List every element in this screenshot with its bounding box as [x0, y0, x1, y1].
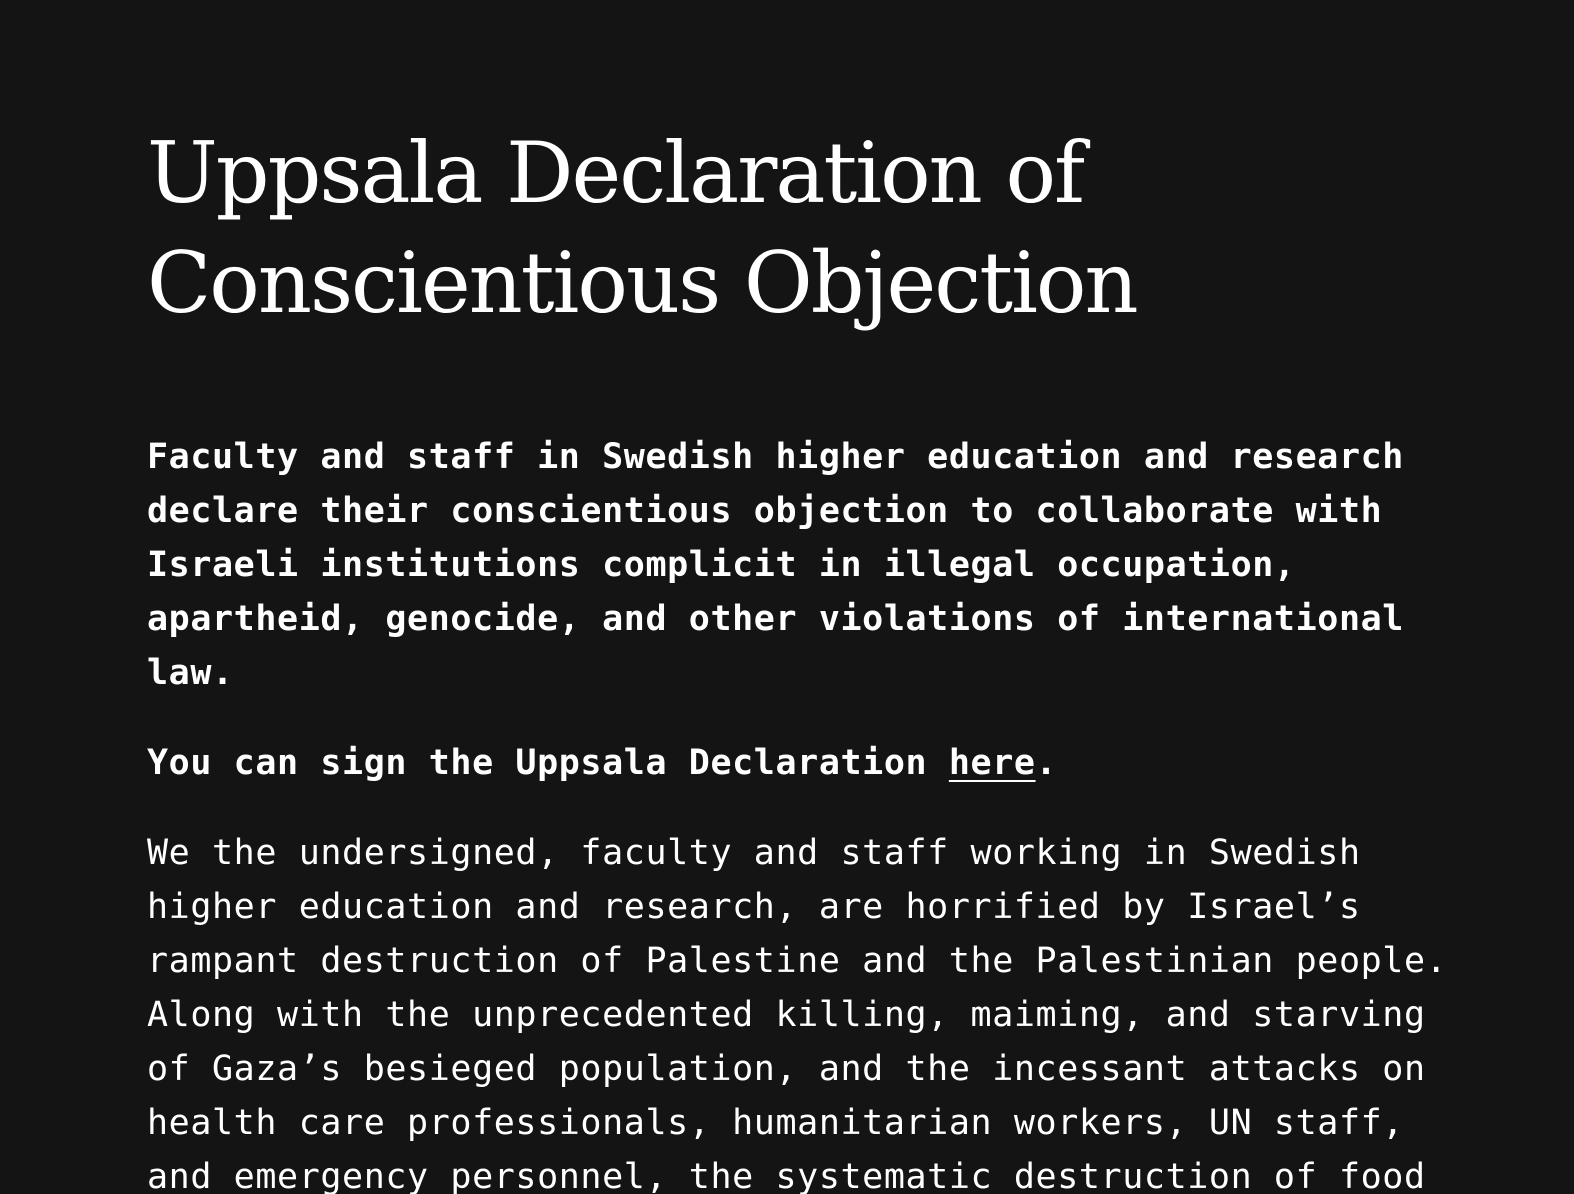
body-line: rampant destruction of Palestine and the Palestinian people.	[147, 941, 1448, 981]
title-line-2: Conscientious Objection	[147, 234, 1137, 332]
body-line: We the undersigned, faculty and staff working in Swedish	[147, 833, 1361, 873]
sign-prefix: You can sign the Uppsala Declaration	[147, 743, 949, 783]
lead-paragraph	[147, 430, 1437, 700]
sign-suffix: .	[1035, 743, 1058, 783]
lead-line: law.	[147, 653, 234, 693]
main-content	[147, 118, 1448, 1194]
sign-here-link[interactable]: here	[948, 743, 1036, 783]
body-paragraph	[147, 826, 1448, 1194]
lead-line: Faculty and staff in Swedish higher education and research	[147, 437, 1404, 477]
body-line: higher education and research, are horrified by Israel’s	[147, 887, 1361, 927]
sign-paragraph	[147, 736, 1437, 790]
body-line: and emergency personnel, the systematic destruction of food	[147, 1157, 1426, 1194]
title-line-1: Uppsala Declaration of	[147, 124, 1084, 222]
body-line: health care professionals, humanitarian workers, UN staff,	[147, 1103, 1404, 1143]
page-title	[147, 118, 1437, 338]
body-line: of Gaza’s besieged population, and the incessant attacks on	[147, 1049, 1426, 1089]
lead-line: apartheid, genocide, and other violations of international	[147, 599, 1404, 639]
body-line: Along with the unprecedented killing, maiming, and starving	[147, 995, 1426, 1035]
lead-line: declare their conscientious objection to collaborate with	[147, 491, 1383, 531]
lead-line: Israeli institutions complicit in illegal occupation,	[147, 545, 1296, 585]
